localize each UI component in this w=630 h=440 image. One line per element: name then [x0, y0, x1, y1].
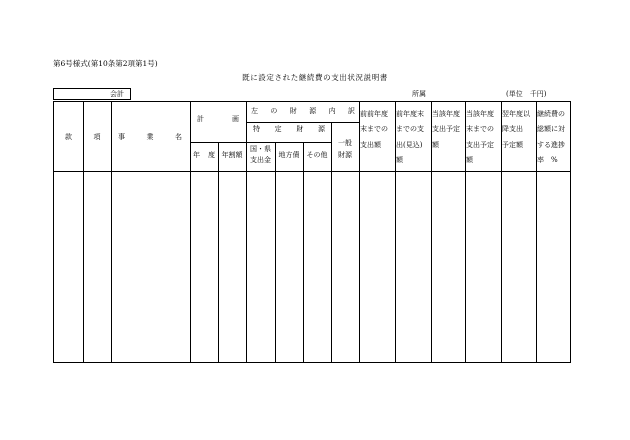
header-zennen-2: までの支	[396, 125, 424, 133]
row-divider	[246, 122, 359, 123]
header-nenwari: 年割額	[221, 151, 243, 159]
header-tougai-yotei-2: 支出予定	[432, 125, 460, 133]
header-zenzen-1: 前前年度	[360, 110, 388, 118]
header-tokutei-zaigen: 特 定 財 源	[253, 125, 325, 133]
header-shinchoku-3: する進捗	[537, 141, 565, 149]
header-sonota: その他	[306, 151, 328, 159]
header-zenzen-2: 末までの	[360, 125, 388, 133]
header-jigyou: 事 業 名	[118, 133, 182, 141]
header-chihousai: 地方債	[278, 151, 300, 159]
header-zaigen-uchiwake: 左 の 財 源 内 訳	[251, 107, 355, 115]
header-zennen-3: 出(見込)	[396, 141, 423, 149]
header-tougai-yotei-3: 額	[432, 141, 439, 149]
kaikei-field[interactable]	[53, 88, 131, 100]
header-kan: 款	[65, 133, 72, 141]
header-kuniken-2: 支出金	[250, 156, 271, 164]
header-tougai-matsu-1: 当該年度	[466, 110, 494, 118]
header-zenzen-3: 支出額	[360, 141, 381, 149]
header-tougai-yotei-1: 当該年度	[432, 110, 460, 118]
header-yokunen-3: 予定額	[502, 141, 523, 149]
kaikei-label: 会計	[110, 90, 124, 98]
header-keikaku: 計 画	[197, 115, 239, 123]
header-ippan-2: 財源	[338, 151, 352, 159]
header-tougai-matsu-3: 支出予定	[466, 141, 494, 149]
header-shinchoku-2: 総額に対	[537, 125, 565, 133]
header-ippan-1: 一般	[338, 139, 352, 147]
form-number: 第6号様式(第10条第2項第1号)	[53, 59, 158, 68]
header-tougai-matsu-2: 末までの	[466, 125, 494, 133]
header-zennen-1: 前年度末	[396, 110, 424, 118]
col-divider	[83, 102, 84, 362]
header-zennen-4: 額	[396, 156, 403, 164]
header-nendo: 年 度	[193, 151, 215, 159]
header-tougai-matsu-4: 額	[466, 156, 473, 164]
expenditure-table	[53, 101, 571, 363]
shozoku-label: 所属	[412, 90, 426, 98]
col-divider	[275, 142, 276, 362]
header-shinchoku-4: 率 %	[537, 156, 558, 164]
document-title: 既に設定された継続費の支出状況説明書	[242, 73, 388, 82]
col-divider	[218, 142, 219, 362]
header-yokunen-1: 翌年度以	[502, 110, 530, 118]
header-shinchoku-1: 継続費の	[537, 110, 565, 118]
header-kuniken-1: 国・県	[250, 145, 271, 153]
col-divider	[303, 142, 304, 362]
header-kou: 項	[93, 133, 101, 141]
col-divider	[190, 102, 191, 362]
col-divider	[111, 102, 112, 362]
unit-label: (単位 千円)	[506, 90, 547, 98]
row-divider	[190, 142, 331, 143]
header-yokunen-2: 降支出	[502, 125, 523, 133]
col-divider	[246, 102, 247, 362]
header-bottom-line	[54, 171, 570, 172]
